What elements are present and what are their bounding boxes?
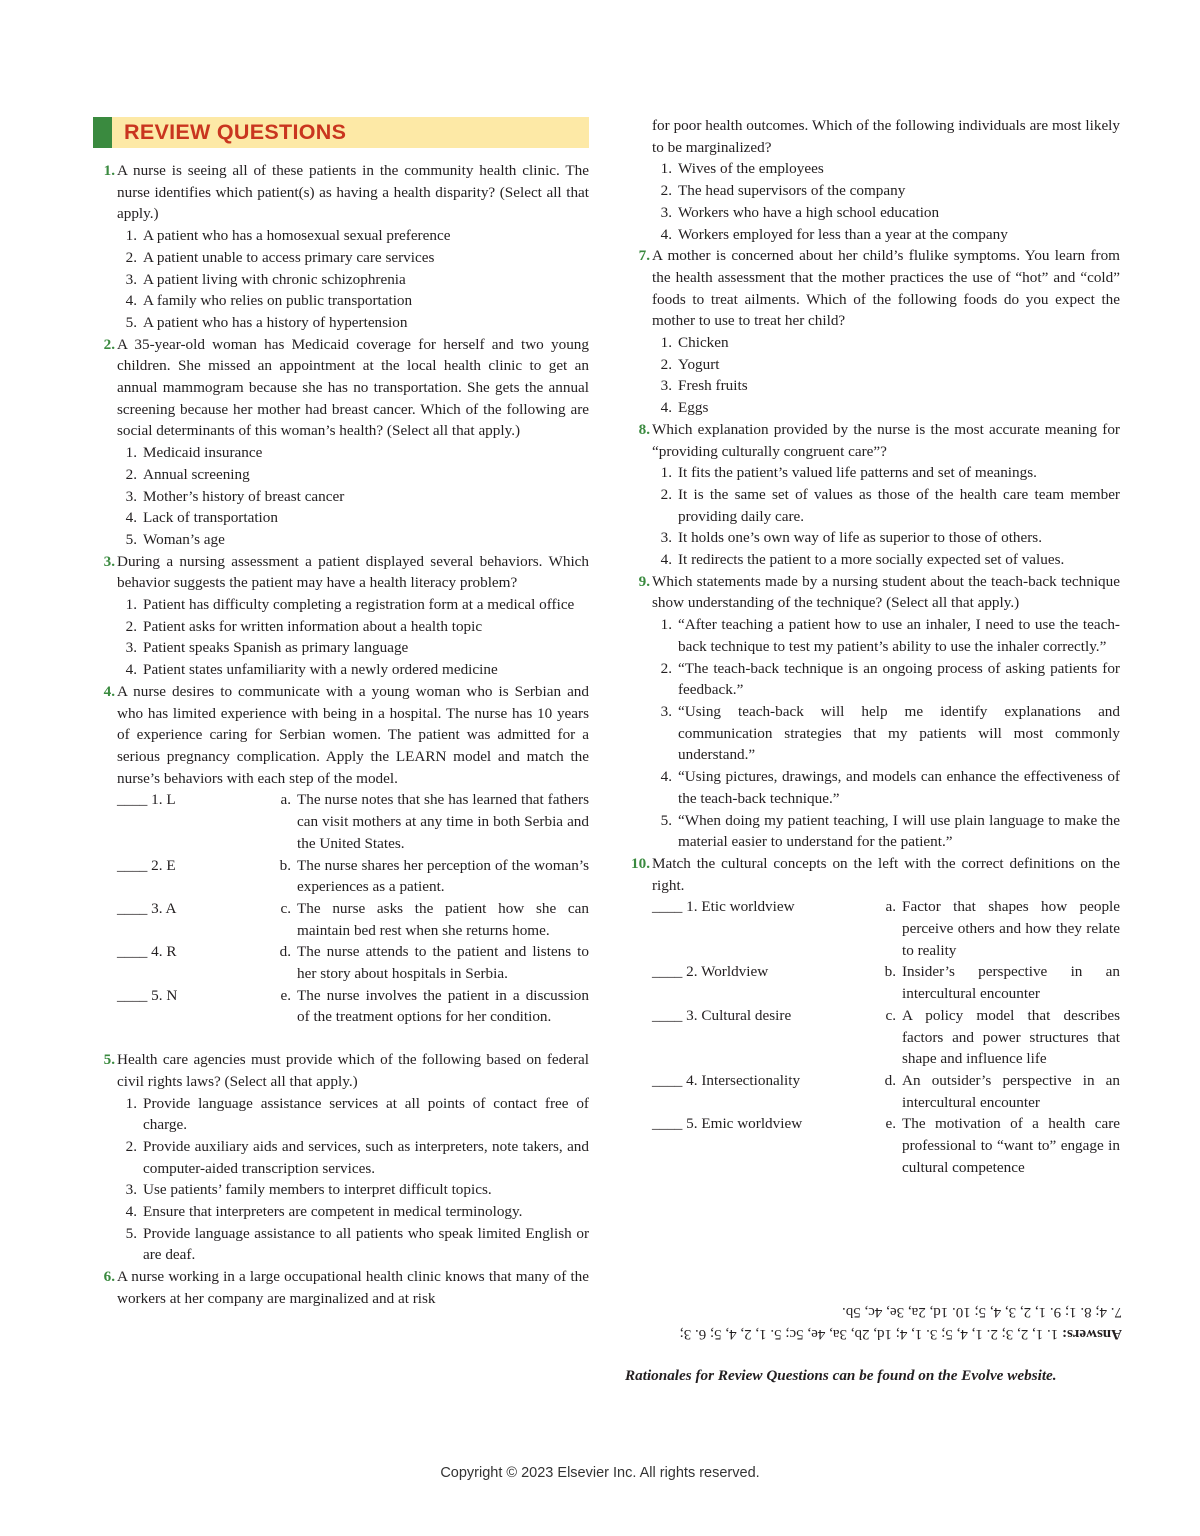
option-item (652, 766, 1120, 809)
option-number: 4. (125, 292, 137, 310)
question-number: 5. (103, 1051, 115, 1069)
option-text: “The teach-back technique is an ongoing process of asking patients for feedback.” (678, 659, 1120, 699)
option-text: It redirects the patient to a more socially expected set of values. (678, 551, 1065, 569)
option-item (117, 637, 589, 659)
match-right-item: Insider’s perspective in an intercultural encounter (902, 963, 1120, 1003)
answer-key-upside-down (622, 1300, 1122, 1344)
option-item (652, 527, 1120, 549)
question-number: 3. (103, 552, 115, 570)
question-number: 10. (631, 854, 650, 872)
option-list (652, 332, 1120, 419)
option-item (652, 224, 1120, 246)
option-item (652, 614, 1120, 657)
option-item (652, 332, 1120, 354)
match-right-item: The motivation of a health care professional to “want to” engage in cultural competence (902, 1115, 1120, 1176)
match-letter: c. (885, 1006, 896, 1024)
option-item (652, 462, 1120, 484)
question-7 (628, 245, 1120, 419)
option-text: Yogurt (678, 355, 720, 373)
question-4 (93, 681, 589, 1028)
question-text: During a nursing assessment a patient displayed several behaviors. Which behavior suggests the patient may have a health literacy problem? (117, 552, 589, 592)
option-item (117, 1093, 589, 1136)
option-number: 1. (660, 616, 672, 634)
question-6-continued (628, 115, 1120, 245)
question-8 (628, 419, 1120, 571)
question-number: 8. (638, 420, 650, 438)
match-right-item: The nurse shares her perception of the woman’s experiences as a patient. (297, 856, 589, 896)
option-text: Lack of transportation (143, 509, 278, 527)
option-number: 4. (660, 768, 672, 786)
option-list (117, 594, 589, 681)
option-text: Medicaid insurance (143, 444, 263, 462)
option-item (117, 290, 589, 312)
option-item (117, 464, 589, 486)
option-item (117, 616, 589, 638)
match-right-item: The nurse involves the patient in a discussion of the treatment options for her condition. (297, 986, 589, 1026)
option-item (117, 529, 589, 551)
question-number: 6. (103, 1268, 115, 1286)
option-item (652, 397, 1120, 419)
match-right-item: Factor that shapes how people perceive others and how they relate to reality (902, 898, 1120, 959)
option-list (117, 442, 589, 551)
match-letter: e. (885, 1115, 896, 1133)
option-number: 1. (660, 334, 672, 352)
question-text: Which explanation provided by the nurse is the most accurate meaning for “providing culturally congruent care”? (652, 420, 1120, 460)
option-number: 3. (660, 702, 672, 720)
option-number: 5. (125, 313, 137, 331)
question-3 (93, 551, 589, 681)
question-text: A nurse working in a large occupational health clinic knows that many of the workers at her company are marginalized and at risk (117, 1268, 589, 1307)
match-left-item: ____ 4. Intersectionality (652, 1071, 801, 1089)
option-text: Woman’s age (143, 530, 225, 548)
match-left-item: ____ 3. A (117, 899, 177, 917)
option-text: Provide language assistance to all patients who speak limited English or are deaf. (143, 1224, 589, 1264)
option-text: Provide auxiliary aids and services, such as interpreters, note takers, and computer-aided transcription services. (143, 1137, 589, 1177)
option-number: 5. (660, 811, 672, 829)
answers-text: 1. 1, 2, 3; 2. 1, 4, 5; 3. 1, 4; 1d, 2b, 3a, 4e, 5c; 5. 1, 2, 4, 5; 6. 3; (679, 1326, 1059, 1342)
match-right-item: The nurse attends to the patient and listens to her story about hospitals in Serbia. (297, 943, 589, 983)
option-text: A patient unable to access primary care services (143, 248, 435, 266)
option-text: Fresh fruits (678, 377, 748, 395)
option-number: 5. (125, 530, 137, 548)
option-item (117, 486, 589, 508)
question-10 (628, 853, 1120, 1179)
option-text: The head supervisors of the company (678, 182, 906, 200)
match-left-item: ____ 1. Etic worldview (652, 898, 795, 916)
match-left-item: ____ 5. Emic worldview (652, 1115, 803, 1133)
option-text: Provide language assistance services at all points of contact free of charge. (143, 1094, 589, 1134)
page-title: REVIEW QUESTIONS (124, 120, 347, 144)
question-text: for poor health outcomes. Which of the following individuals are most likely to be marginalized? (652, 117, 1120, 156)
question-text: Match the cultural concepts on the left with the correct definitions on the right. (652, 854, 1120, 894)
option-list (652, 614, 1120, 853)
match-letter: e. (280, 986, 291, 1004)
question-9 (628, 571, 1120, 853)
question-number: 4. (103, 682, 115, 700)
option-number: 3. (660, 529, 672, 547)
option-text: Workers employed for less than a year at the company (678, 225, 1008, 243)
option-text: It holds one’s own way of life as superior to those of others. (678, 529, 1043, 547)
option-text: Eggs (678, 399, 709, 417)
option-number: 4. (125, 661, 137, 679)
match-right-item: A policy model that describes factors and power structures that shape and influence life (902, 1006, 1120, 1068)
answers-label: Answers: (1062, 1326, 1122, 1342)
question-5 (93, 1049, 589, 1266)
question-text: Health care agencies must provide which of the following based on federal civil rights laws? (Select all that apply.) (117, 1051, 589, 1090)
match-letter: b. (279, 856, 291, 874)
option-item (652, 658, 1120, 701)
review-questions-header (93, 117, 589, 148)
option-text: “After teaching a patient how to use an inhaler, I need to use the teach-back technique to test my patient’s ability to use the inhaler correctly.” (678, 616, 1120, 655)
option-item (652, 484, 1120, 527)
option-item (652, 375, 1120, 397)
option-number: 3. (125, 487, 137, 505)
option-item (117, 1136, 589, 1179)
option-item (117, 1179, 589, 1201)
option-text: It fits the patient’s valued life patterns and set of meanings. (678, 464, 1037, 482)
option-item (117, 269, 589, 291)
option-number: 2. (660, 485, 672, 503)
option-item (652, 701, 1120, 766)
option-number: 1. (125, 444, 137, 462)
option-item (652, 810, 1120, 853)
option-number: 2. (125, 248, 137, 266)
match-letter: c. (280, 899, 291, 917)
match-left-item: ____ 2. E (117, 856, 176, 874)
option-text: “Using teach-back will help me identify explanations and communication strategies that my patients will most commonly understand.” (678, 702, 1120, 764)
option-number: 3. (660, 377, 672, 395)
option-number: 2. (660, 182, 672, 200)
option-item (652, 158, 1120, 180)
question-1 (93, 160, 589, 334)
option-item (117, 507, 589, 529)
question-number: 7. (638, 247, 650, 265)
question-text: A nurse desires to communicate with a young woman who is Serbian and who has limited experience with being in a hospital. The nurse has 10 years of experience caring for Serbian women. The patient was admitted for a serious pregnancy complication. Apply the LEARN model and match the nurse’s behaviors with each step of the model. (117, 682, 589, 787)
option-number: 1. (125, 1094, 137, 1112)
question-6 (93, 1266, 589, 1309)
option-text: Use patients’ family members to interpret difficult topics. (143, 1181, 492, 1199)
match-left-item: ____ 1. L (117, 791, 176, 809)
question-2 (93, 334, 589, 551)
rationale-note: Rationales for Review Questions can be found on the Evolve website. (625, 1367, 1057, 1384)
option-number: 1. (125, 227, 137, 245)
option-list (117, 225, 589, 334)
match-left-item: ____ 5. N (117, 986, 178, 1004)
option-number: 3. (125, 1181, 137, 1199)
option-number: 3. (125, 639, 137, 657)
option-item (117, 312, 589, 334)
option-list (652, 462, 1120, 571)
question-text: A mother is concerned about her child’s flulike symptoms. You learn from the health assessment that the mother practices the use of “hot” and “cold” foods to treat ailments. Which of the following foods do you expect the mother to use to treat her child? (652, 247, 1120, 330)
option-item (652, 180, 1120, 202)
option-number: 1. (125, 596, 137, 614)
option-item (117, 1223, 589, 1266)
question-text: Which statements made by a nursing student about the teach-back technique show understanding of the technique? (Select all that apply.) (652, 572, 1120, 612)
option-item (117, 1201, 589, 1223)
option-item (652, 549, 1120, 571)
option-number: 2. (125, 1137, 137, 1155)
match-letter: a. (885, 898, 896, 916)
option-number: 4. (125, 1203, 137, 1221)
option-number: 4. (660, 551, 672, 569)
option-text: Chicken (678, 334, 729, 352)
option-text: A family who relies on public transportation (143, 292, 413, 310)
option-item (117, 247, 589, 269)
match-right-item: The nurse asks the patient how she can maintain bed rest when she returns home. (297, 899, 589, 939)
option-number: 3. (660, 203, 672, 221)
option-number: 5. (125, 1224, 137, 1242)
question-text: A nurse is seeing all of these patients in the community health clinic. The nurse identifies which patient(s) as having a health disparity? (Select all that apply.) (117, 162, 589, 223)
option-number: 1. (660, 160, 672, 178)
option-number: 4. (660, 399, 672, 417)
question-number: 2. (103, 335, 115, 353)
match-left-item: ____ 4. R (117, 943, 177, 961)
option-item (652, 354, 1120, 376)
option-text: “Using pictures, drawings, and models can enhance the effectiveness of the teach-back technique.” (678, 768, 1120, 807)
option-text: Workers who have a high school education (678, 203, 940, 221)
matching-table (117, 789, 589, 1028)
spacer (93, 1028, 589, 1049)
question-text: A 35-year-old woman has Medicaid coverage for herself and two young children. She missed an appointment at the local health clinic to get an annual mammogram because she has no transportation. She gets the annual screening because her mother had breast cancer. Which of the following are social determinants of this woman’s health? (Select all that apply.) (117, 335, 589, 440)
option-text: Annual screening (143, 465, 250, 483)
option-text: A patient living with chronic schizophrenia (143, 270, 406, 288)
option-text: It is the same set of values as those of the health care team member providing daily care. (678, 485, 1120, 525)
question-number: 1. (103, 162, 115, 179)
option-text: Patient speaks Spanish as primary language (143, 639, 409, 657)
copyright-footer: Copyright © 2023 Elsevier Inc. All rights reserved. (440, 1465, 760, 1481)
option-item (117, 659, 589, 681)
option-item (117, 442, 589, 464)
answer-line-2: 7. 4; 8. 1; 9. 1, 2, 3, 4, 5; 10. 1d, 2a, 3e, 4c, 5b. (842, 1304, 1122, 1321)
match-letter: d. (884, 1071, 896, 1089)
right-column (628, 115, 1120, 1178)
matching-table (652, 896, 1120, 1178)
option-number: 3. (125, 270, 137, 288)
option-text: “When doing my patient teaching, I will use plain language to make the material easier to understand for the patient.” (678, 811, 1120, 851)
option-text: Wives of the employees (678, 160, 824, 178)
option-item (117, 594, 589, 616)
match-letter: d. (279, 943, 291, 961)
option-text: Patient has difficulty completing a registration form at a medical office (143, 596, 575, 614)
option-number: 2. (660, 659, 672, 677)
match-right-item: The nurse notes that she has learned that fathers can visit mothers at any time in both Serbia and the United States. (297, 791, 589, 852)
option-text: Ensure that interpreters are competent in medical terminology. (143, 1203, 523, 1221)
question-number: 9. (638, 572, 650, 590)
match-left-item: ____ 3. Cultural desire (652, 1006, 792, 1024)
match-letter: b. (884, 963, 896, 981)
option-list (652, 158, 1120, 245)
option-text: Patient asks for written information about a health topic (143, 617, 483, 635)
match-right-item: An outsider’s perspective in an intercultural encounter (902, 1071, 1120, 1111)
option-item (117, 225, 589, 247)
option-item (652, 202, 1120, 224)
option-text: Mother’s history of breast cancer (143, 487, 345, 505)
match-letter: a. (280, 791, 291, 809)
option-text: A patient who has a history of hypertension (143, 313, 408, 331)
answer-line-1 (622, 1323, 1122, 1345)
option-number: 4. (660, 225, 672, 243)
left-column (93, 160, 589, 1310)
option-list (117, 1093, 589, 1267)
option-number: 2. (125, 617, 137, 635)
match-left-item: ____ 2. Worldview (652, 963, 769, 981)
option-number: 4. (125, 509, 137, 527)
option-number: 1. (660, 464, 672, 482)
option-text: Patient states unfamiliarity with a newly ordered medicine (143, 661, 498, 679)
option-number: 2. (125, 465, 137, 483)
option-text: A patient who has a homosexual sexual preference (143, 227, 451, 245)
option-number: 2. (660, 355, 672, 373)
